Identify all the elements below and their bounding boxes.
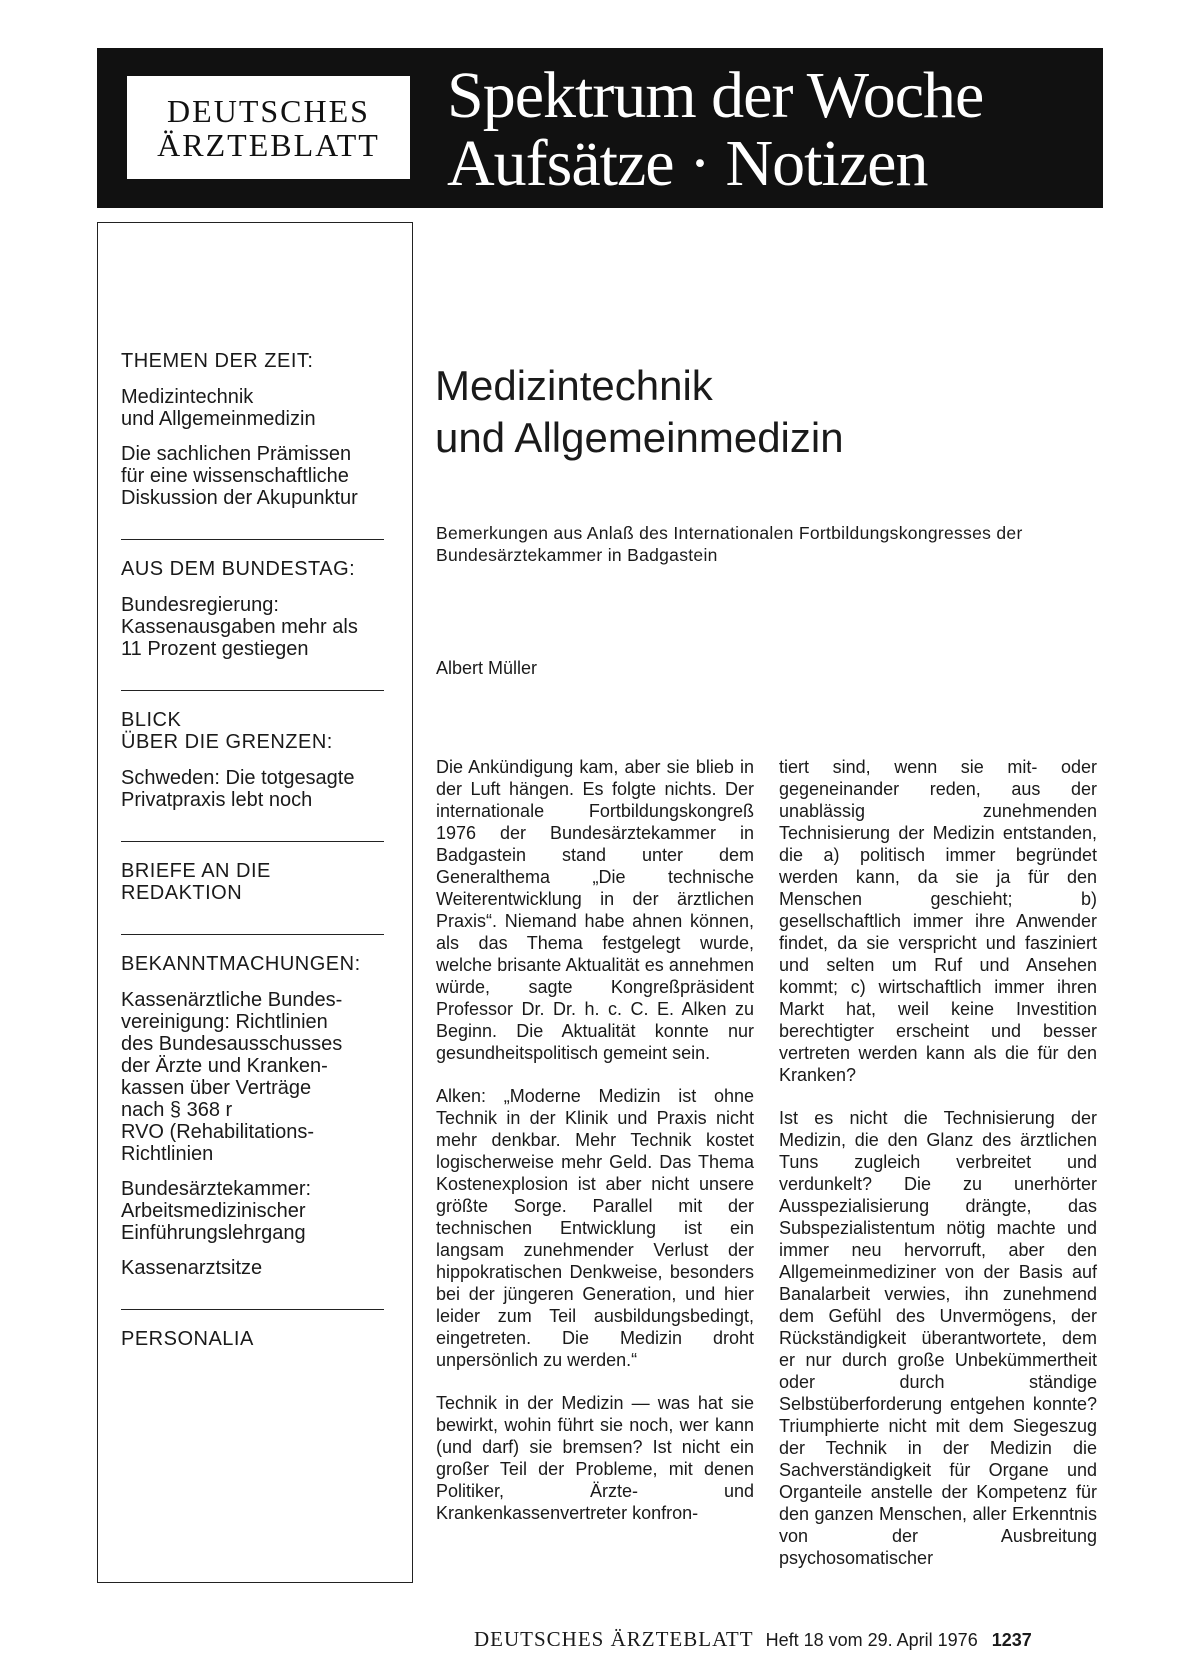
footer-issue: Heft 18 vom 29. April 1976 (765, 1630, 978, 1650)
body-column-1 (436, 756, 754, 1545)
toc-divider (121, 841, 384, 842)
journal-logo (127, 76, 410, 179)
toc-item[interactable]: Schweden: Die totgesagte Privatpraxis lebt noch (121, 767, 355, 811)
logo-line-1: DEUTSCHES (167, 92, 370, 129)
toc-section-title: PERSONALIA (121, 1328, 254, 1350)
toc-section-title: BEKANNTMACHUNGEN: (121, 953, 361, 975)
logo-line-2: ÄRZTEBLATT (157, 126, 380, 163)
toc-section-title: AUS DEM BUNDESTAG: (121, 558, 356, 580)
article-title-line-2: und Allgemeinmedizin (435, 414, 844, 461)
section-title-line-1: Spektrum der Woche (447, 59, 984, 132)
section-title-line-2: Aufsätze · Notizen (447, 127, 928, 200)
toc-divider (121, 934, 384, 935)
toc-divider (121, 1309, 384, 1310)
paragraph: tiert sind, wenn sie mit- oder gegeneinander reden, aus der unablässig zunehmenden Technisierung der Medizin entstanden, die a) politisch immer begründet werden kann, da sie ja für den Menschen geschieht; b) gesellschaftlich immer ihre Anwender findet, da sie verspricht und fasziniert und selten um Ruf und Ansehen kommt; c) wirtschaftlich immer ihren Markt hat, weil keine Investition berechtigter erscheint und besser vertreten werden kann als die für den Kranken? (779, 757, 1097, 1085)
article-author: Albert Müller (436, 658, 538, 678)
page-number: 1237 (991, 1630, 1032, 1650)
paragraph: Ist es nicht die Technisierung der Medizin, die den Glanz des ärztlichen Tuns zugleich verbreitet und verdunkelt? Die zu unerhörter Ausspezialisierung drängte, das Subspezialistentum nötig machte und immer neu hervorruft, aber den Allgemeinmediziner von der Basis auf Banalarbeit verwies, ihn zunehmend dem Gefühl des Unvermögens, der Rückständigkeit überantwortete, dem er nur durch große Unbekümmertheit oder durch ständige Selbstüberforderung entgehen konnte? Triumphierte nicht mit dem Siegeszug der Technik in der Medizin die Sachverständigkeit für Organe und Organteile anstelle der Kompetenz für den ganzen Menschen, aller Erkenntnis von der Ausbreitung psychosomatischer (779, 1108, 1097, 1568)
toc-item[interactable]: Die sachlichen Prämissen für eine wissenschaftliche Diskussion der Akupunktur (121, 443, 358, 509)
toc-list (121, 350, 384, 1364)
masthead (97, 48, 1103, 208)
paragraph: Technik in der Medizin — was hat sie bewirkt, wohin führt sie noch, wer kann (und darf) sie bremsen? Ist nicht ein großer Teil der Probleme, mit denen Politiker, Ärzte- und Krankenkassenvertreter konfron- (436, 1393, 754, 1523)
paragraph: Die Ankündigung kam, aber sie blieb in der Luft hängen. Es folgte nichts. Der internationale Fortbildungskongreß 1976 der Bundesärztekammer in Badgastein stand unter dem Generalthema „Die technische Weiterentwicklung in der ärztlichen Praxis“. Niemand habe ahnen können, als das Thema festgelegt wurde, welche brisante Aktualität es annehmen würde, sagte Kongreßpräsident Professor Dr. Dr. h. c. C. E. Alken zu Beginn. Die Aktualität konnte nur gesundheitspolitisch gemeint sein. (436, 757, 754, 1063)
toc-item[interactable]: Kassenärztliche Bundes- vereinigung: Richtlinien des Bundesausschusses der Ärzte und Kranken- kassen über Verträge nach § 368 r RVO (Rehabilitations- Richtlinien (121, 989, 343, 1165)
paragraph: Alken: „Moderne Medizin ist ohne Technik in der Klinik und Praxis nicht mehr denkbar. Mehr Technik kostet logischerweise mehr Geld. Das Thema Kostenexplosion ist aber nicht unsere größte Sorge. Parallel mit der technischen Entwicklung ist ein langsam zunehmender Verlust der hippokratischen Denkweise, besonders bei der jüngeren Generation, und hier leider zum Teil ausbildungsbedingt, eingetreten. Die Medizin droht unpersönlich zu werden.“ (436, 1086, 754, 1370)
body-column-2 (779, 756, 1097, 1590)
toc-section-title: BRIEFE AN DIE REDAKTION (121, 860, 271, 904)
article-title-line-1: Medizintechnik (435, 362, 713, 409)
toc-item[interactable]: Bundesregierung: Kassenausgaben mehr als 11 Prozent gestiegen (121, 594, 358, 660)
footer-journal-name: DEUTSCHES ÄRZTEBLATT (474, 1627, 754, 1651)
toc-item[interactable]: Bundesärztekammer: Arbeitsmedizinischer Einführungslehrgang (121, 1178, 312, 1244)
toc-item[interactable]: Medizintechnik und Allgemeinmedizin (121, 386, 316, 430)
toc-divider (121, 539, 384, 540)
article-title (435, 360, 844, 464)
toc-item[interactable]: Kassenarztsitze (121, 1257, 263, 1279)
toc-divider (121, 690, 384, 691)
article-subtitle: Bemerkungen aus Anlaß des Internationalen Fortbildungskongresses der Bundesärztekammer in Badgastein (436, 523, 1023, 565)
table-of-contents (97, 222, 413, 1583)
toc-section-title: BLICK ÜBER DIE GRENZEN: (121, 709, 333, 753)
page-footer (474, 1627, 1032, 1652)
section-heading (447, 59, 984, 200)
toc-section-title: THEMEN DER ZEIT: (121, 350, 314, 372)
